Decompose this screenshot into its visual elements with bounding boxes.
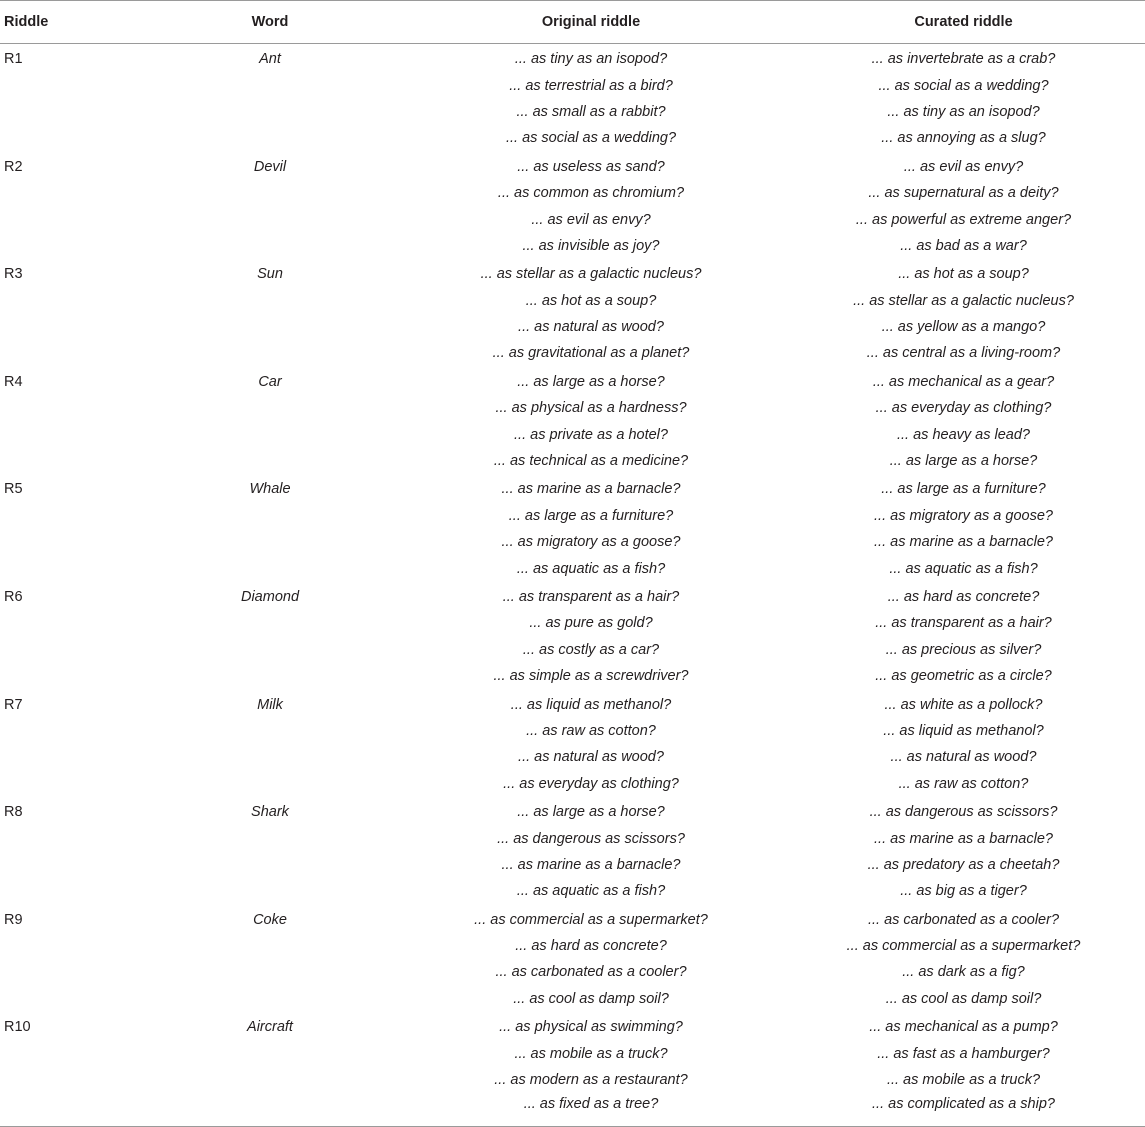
original-riddle-phrase: ... as pure as gold?: [529, 615, 653, 632]
table-row: [0, 367, 1145, 395]
original-riddle-phrase: ... as common as chromium?: [497, 185, 685, 202]
curated-riddle-phrase: ... as carbonated as a cooler?: [867, 911, 1060, 928]
riddle-word: Diamond: [240, 589, 300, 605]
original-riddle-phrase: ... as physical as swimming?: [499, 1019, 683, 1036]
table-row: [0, 314, 1145, 340]
empty-cell: [140, 503, 400, 529]
empty-cell: [0, 1067, 140, 1093]
curated-riddle-phrase: ... as mechanical as a pump?: [869, 1019, 1058, 1036]
original-riddle-phrase: ... as natural as wood?: [518, 749, 664, 766]
empty-cell: [0, 233, 140, 259]
original-riddle-phrase: ... as everyday as clothing?: [503, 775, 679, 792]
empty-cell: [140, 718, 400, 744]
original-riddle-phrase: ... as private as a hotel?: [514, 426, 668, 443]
table-row: [0, 878, 1145, 904]
empty-cell: [140, 637, 400, 663]
curated-riddle-phrase: ... as marine as a barnacle?: [874, 830, 1053, 847]
table-row: [0, 152, 1145, 180]
empty-cell: [140, 1067, 400, 1093]
riddle-word: Milk: [257, 696, 283, 713]
original-riddle-phrase: ... as dangerous as scissors?: [497, 830, 685, 847]
original-riddle-phrase: ... as mobile as a truck?: [514, 1045, 668, 1062]
empty-cell: [140, 986, 400, 1012]
empty-cell: [0, 744, 140, 770]
empty-cell: [140, 1093, 400, 1127]
table-row: [0, 1040, 1145, 1066]
curated-riddle-phrase: ... as precious as silver?: [885, 641, 1042, 658]
empty-cell: [0, 986, 140, 1012]
curated-riddle-phrase: ... as powerful as extreme anger?: [855, 211, 1072, 228]
empty-cell: [0, 852, 140, 878]
original-riddle-phrase: ... as modern as a restaurant?: [494, 1072, 688, 1089]
curated-riddle-phrase: ... as bad as a war?: [900, 237, 1027, 254]
empty-cell: [0, 637, 140, 663]
curated-riddle-phrase: ... as liquid as methanol?: [883, 722, 1044, 739]
table-row: [0, 905, 1145, 933]
table-row: [0, 474, 1145, 502]
empty-cell: [0, 125, 140, 151]
empty-cell: [140, 99, 400, 125]
original-riddle-phrase: ... as social as a wedding?: [505, 130, 677, 147]
table-row: [0, 933, 1145, 959]
original-riddle-phrase: ... as natural as wood?: [518, 319, 664, 336]
curated-riddle-phrase: ... as fast as a hamburger?: [877, 1045, 1050, 1062]
riddle-word: Devil: [253, 158, 287, 175]
empty-cell: [140, 421, 400, 447]
empty-cell: [0, 610, 140, 636]
table-row: [0, 744, 1145, 770]
empty-cell: [140, 825, 400, 851]
table-row: [0, 986, 1145, 1012]
curated-riddle-phrase: ... as invertebrate as a crab?: [871, 51, 1056, 68]
header-row: [0, 1, 1145, 44]
original-riddle-phrase: ... as stellar as a galactic nucleus?: [480, 266, 702, 283]
empty-cell: [140, 933, 400, 959]
curated-riddle-phrase: ... as marine as a barnacle?: [874, 534, 1053, 551]
empty-cell: [140, 744, 400, 770]
table-row: [0, 421, 1145, 447]
empty-cell: [0, 448, 140, 474]
table-row: [0, 180, 1145, 206]
curated-riddle-phrase: ... as yellow as a mango?: [881, 319, 1046, 336]
curated-riddle-phrase: ... as aquatic as a fish?: [889, 560, 1038, 577]
table-row: [0, 1012, 1145, 1040]
curated-riddle-phrase: ... as social as a wedding?: [878, 77, 1049, 94]
curated-riddle-phrase: ... as large as a horse?: [889, 453, 1038, 470]
original-riddle-phrase: ... as raw as cotton?: [526, 722, 656, 739]
empty-cell: [0, 555, 140, 581]
empty-cell: [0, 529, 140, 555]
riddle-id: R2: [4, 158, 23, 175]
original-riddle-phrase: ... as terrestrial as a bird?: [509, 77, 673, 94]
empty-cell: [0, 503, 140, 529]
empty-cell: [0, 1093, 140, 1127]
original-riddle-phrase: ... as invisible as joy?: [522, 237, 660, 254]
curated-riddle-phrase: ... as heavy as lead?: [897, 426, 1030, 443]
curated-riddle-phrase: ... as stellar as a galactic nucleus?: [853, 292, 1074, 309]
empty-cell: [140, 125, 400, 151]
table-row: [0, 259, 1145, 287]
empty-cell: [0, 314, 140, 340]
original-riddle-phrase: ... as gravitational as a planet?: [492, 345, 690, 362]
riddle-id: R9: [4, 911, 23, 928]
table-row: [0, 99, 1145, 125]
table-row: [0, 288, 1145, 314]
empty-cell: [140, 663, 400, 689]
original-riddle-phrase: ... as large as a horse?: [517, 804, 665, 821]
empty-cell: [0, 663, 140, 689]
empty-cell: [140, 610, 400, 636]
curated-riddle-phrase: ... as annoying as a slug?: [881, 130, 1046, 147]
empty-cell: [0, 340, 140, 366]
original-riddle-phrase: ... as hot as a soup?: [525, 292, 657, 309]
table-row: [0, 959, 1145, 985]
curated-riddle-phrase: ... as hot as a soup?: [898, 266, 1029, 283]
table-row: [0, 689, 1145, 717]
curated-riddle-phrase: ... as geometric as a circle?: [875, 668, 1052, 685]
table-row: [0, 825, 1145, 851]
empty-cell: [0, 1040, 140, 1066]
riddle-word: Aircraft: [247, 1019, 293, 1036]
original-riddle-phrase: ... as marine as a barnacle?: [501, 481, 681, 498]
empty-cell: [140, 72, 400, 98]
table-row: [0, 44, 1145, 73]
empty-cell: [0, 395, 140, 421]
table-row: [0, 771, 1145, 797]
curated-riddle-phrase: ... as central as a living-room?: [866, 345, 1061, 362]
curated-riddle-phrase: ... as tiny as an isopod?: [887, 103, 1040, 120]
riddle-word: Whale: [249, 481, 291, 498]
curated-riddle-phrase: ... as hard as concrete?: [887, 589, 1040, 605]
table-row: [0, 797, 1145, 825]
empty-cell: [140, 448, 400, 474]
original-riddle-phrase: ... as tiny as an isopod?: [514, 51, 668, 68]
table-row: [0, 1067, 1145, 1093]
original-riddle-phrase: ... as small as a rabbit?: [516, 103, 666, 120]
empty-cell: [0, 288, 140, 314]
original-riddle-phrase: ... as transparent as a hair?: [502, 589, 680, 605]
empty-cell: [140, 340, 400, 366]
curated-riddle-phrase: ... as cool as damp soil?: [885, 990, 1042, 1007]
curated-riddle-phrase: ... as dangerous as scissors?: [869, 804, 1058, 821]
riddle-id: R10: [4, 1019, 31, 1036]
empty-cell: [0, 933, 140, 959]
empty-cell: [140, 206, 400, 232]
empty-cell: [0, 771, 140, 797]
header-original-riddle: Original riddle: [400, 1, 782, 44]
riddle-id: R7: [4, 696, 23, 713]
original-riddle-phrase: ... as cool as damp soil?: [513, 990, 669, 1007]
riddle-id: R8: [4, 804, 23, 821]
empty-cell: [140, 852, 400, 878]
riddle-id: R4: [4, 373, 23, 390]
empty-cell: [140, 180, 400, 206]
table-row: [0, 503, 1145, 529]
table-row: [0, 637, 1145, 663]
curated-riddle-phrase: ... as evil as envy?: [903, 158, 1024, 175]
table-row: [0, 852, 1145, 878]
riddle-word: Coke: [253, 911, 287, 928]
table-row: [0, 529, 1145, 555]
header-riddle: Riddle: [0, 1, 140, 44]
empty-cell: [140, 314, 400, 340]
table-row: [0, 718, 1145, 744]
original-riddle-phrase: ... as liquid as methanol?: [510, 696, 672, 713]
empty-cell: [0, 718, 140, 744]
original-riddle-phrase: ... as simple as a screwdriver?: [493, 668, 689, 685]
table-row: [0, 663, 1145, 689]
curated-riddle-phrase: ... as everyday as clothing?: [875, 400, 1052, 417]
empty-cell: [140, 878, 400, 904]
curated-riddle-phrase: ... as natural as wood?: [890, 749, 1037, 766]
curated-riddle-phrase: ... as migratory as a goose?: [874, 507, 1053, 524]
curated-riddle-phrase: ... as transparent as a hair?: [875, 615, 1052, 632]
riddle-id: R3: [4, 266, 23, 283]
table-row: [0, 610, 1145, 636]
empty-cell: [140, 233, 400, 259]
table-row: [0, 448, 1145, 474]
riddle-word: Sun: [257, 266, 283, 283]
original-riddle-phrase: ... as evil as envy?: [531, 211, 651, 228]
curated-riddle-phrase: ... as large as a furniture?: [881, 481, 1046, 498]
riddle-id: R5: [4, 481, 23, 498]
original-riddle-phrase: ... as useless as sand?: [517, 158, 665, 175]
empty-cell: [140, 959, 400, 985]
empty-cell: [0, 180, 140, 206]
table-row: [0, 1093, 1145, 1127]
riddle-word: Car: [258, 373, 282, 390]
empty-cell: [0, 959, 140, 985]
curated-riddle-phrase: ... as supernatural as a deity?: [868, 185, 1059, 202]
original-riddle-phrase: ... as carbonated as a cooler?: [495, 964, 687, 981]
curated-riddle-phrase: ... as complicated as a ship?: [782, 1093, 1145, 1127]
empty-cell: [0, 206, 140, 232]
original-riddle-phrase: ... as fixed as a tree?: [400, 1093, 782, 1127]
table-row: [0, 582, 1145, 610]
riddle-id: R1: [4, 51, 23, 68]
table-row: [0, 233, 1145, 259]
riddle-word: Ant: [259, 51, 281, 68]
header-curated-riddle: Curated riddle: [782, 1, 1145, 44]
empty-cell: [0, 878, 140, 904]
curated-riddle-phrase: ... as mobile as a truck?: [886, 1072, 1041, 1089]
curated-riddle-phrase: ... as predatory as a cheetah?: [867, 856, 1060, 873]
header-word: Word: [140, 1, 400, 44]
empty-cell: [140, 771, 400, 797]
curated-riddle-phrase: ... as white as a pollock?: [884, 696, 1043, 713]
curated-riddle-phrase: ... as dark as a fig?: [902, 964, 1025, 981]
original-riddle-phrase: ... as migratory as a goose?: [501, 534, 681, 551]
curated-riddle-phrase: ... as commercial as a supermarket?: [846, 938, 1081, 955]
original-riddle-phrase: ... as costly as a car?: [522, 641, 660, 658]
empty-cell: [0, 72, 140, 98]
table-row: [0, 206, 1145, 232]
empty-cell: [0, 825, 140, 851]
original-riddle-phrase: ... as physical as a hardness?: [495, 400, 687, 417]
empty-cell: [0, 421, 140, 447]
original-riddle-phrase: ... as large as a horse?: [517, 373, 665, 390]
riddle-word: Shark: [251, 804, 289, 821]
empty-cell: [140, 288, 400, 314]
empty-cell: [0, 99, 140, 125]
original-riddle-phrase: ... as aquatic as a fish?: [516, 883, 666, 900]
empty-cell: [140, 529, 400, 555]
curated-riddle-phrase: ... as big as a tiger?: [900, 883, 1027, 900]
table-row: [0, 395, 1145, 421]
original-riddle-phrase: ... as hard as concrete?: [515, 938, 667, 955]
original-riddle-phrase: ... as marine as a barnacle?: [501, 856, 681, 873]
empty-cell: [140, 555, 400, 581]
table-row: [0, 555, 1145, 581]
empty-cell: [140, 395, 400, 421]
table-row: [0, 125, 1145, 151]
table-row: [0, 72, 1145, 98]
curated-riddle-phrase: ... as mechanical as a gear?: [872, 373, 1055, 390]
original-riddle-phrase: ... as aquatic as a fish?: [516, 560, 666, 577]
table-body: [0, 44, 1145, 1127]
curated-riddle-phrase: ... as raw as cotton?: [898, 775, 1029, 792]
original-riddle-phrase: ... as technical as a medicine?: [493, 453, 689, 470]
empty-cell: [140, 1040, 400, 1066]
table-row: [0, 340, 1145, 366]
original-riddle-phrase: ... as commercial as a supermarket?: [474, 911, 708, 928]
riddle-id: R6: [4, 589, 23, 605]
original-riddle-phrase: ... as large as a furniture?: [508, 507, 674, 524]
table-header: [0, 1, 1145, 44]
